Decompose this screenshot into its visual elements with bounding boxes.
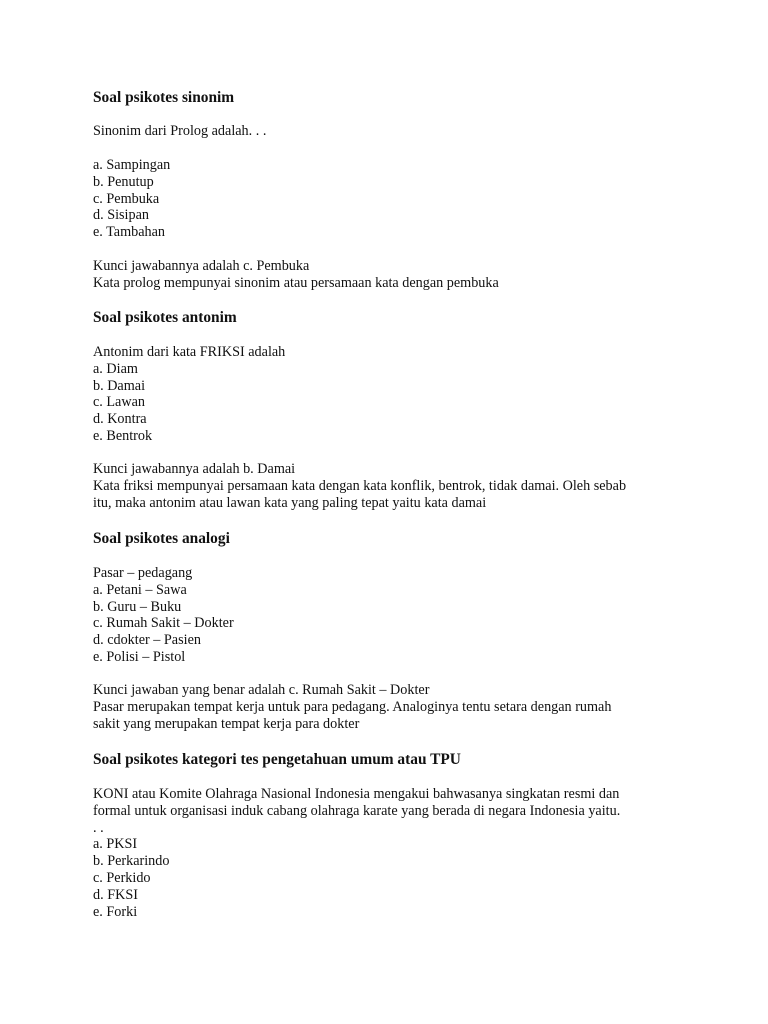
option-a: a. Sampingan xyxy=(93,157,171,173)
question-sinonim xyxy=(93,123,693,140)
option-e: e. Polisi – Pistol xyxy=(93,648,186,665)
question-text: Sinonim dari Prolog adalah. . . xyxy=(93,123,267,139)
section-heading-antonim: Soal psikotes antonim xyxy=(93,309,237,326)
option-e: e. Tambahan xyxy=(93,224,166,241)
option-e: e. Bentrok xyxy=(93,427,153,444)
options-sinonim xyxy=(93,157,693,241)
explanation-line-2: itu, maka antonim atau lawan kata yang paling tepat yaitu kata damai xyxy=(93,494,487,511)
question-text: Pasar – pedagang xyxy=(93,565,193,581)
answer-key: Kunci jawabannya adalah b. Damai xyxy=(93,461,296,477)
question-tpu xyxy=(93,786,693,920)
explanation-line-2: sakit yang merupakan tempat kerja para dokter xyxy=(93,715,360,732)
explanation: Kata prolog mempunyai sinonim atau persamaan kata dengan pembuka xyxy=(93,274,499,291)
answer-sinonim xyxy=(93,258,693,292)
option-d: d. Sisipan xyxy=(93,207,149,224)
answer-key: Kunci jawaban yang benar adalah c. Rumah Sakit – Dokter xyxy=(93,682,430,698)
option-d: d. FKSI xyxy=(93,886,138,903)
option-d: d. Kontra xyxy=(93,411,147,428)
option-c: c. Rumah Sakit – Dokter xyxy=(93,615,234,632)
option-b: b. Penutup xyxy=(93,173,154,190)
option-d: d. cdokter – Pasien xyxy=(93,632,201,649)
question-antonim xyxy=(93,344,693,445)
option-c: c. Pembuka xyxy=(93,190,160,207)
option-b: b. Guru – Buku xyxy=(93,598,182,615)
option-a: a. Petani – Sawa xyxy=(93,581,187,598)
explanation-line-1: Pasar merupakan tempat kerja untuk para pedagang. Analoginya tentu setara dengan rumah xyxy=(93,698,612,715)
section-heading-sinonim: Soal psikotes sinonim xyxy=(93,89,235,106)
answer-key: Kunci jawabannya adalah c. Pembuka xyxy=(93,258,310,274)
question-line-3: . . xyxy=(93,819,104,836)
question-text: Antonim dari kata FRIKSI adalah xyxy=(93,344,286,360)
question-line-1: KONI atau Komite Olahraga Nasional Indonesia mengakui bahwasanya singkatan resmi dan xyxy=(93,786,620,802)
section-heading-analogi: Soal psikotes analogi xyxy=(93,530,230,547)
question-analogi xyxy=(93,565,693,666)
option-a: a. Diam xyxy=(93,360,138,377)
explanation-line-1: Kata friksi mempunyai persamaan kata dengan kata konflik, bentrok, tidak damai. Oleh sebab xyxy=(93,477,627,494)
section-heading-tpu: Soal psikotes kategori tes pengetahuan umum atau TPU xyxy=(93,751,461,768)
option-b: b. Damai xyxy=(93,377,146,394)
option-e: e. Forki xyxy=(93,903,138,920)
option-c: c. Lawan xyxy=(93,394,145,411)
option-c: c. Perkido xyxy=(93,869,151,886)
option-b: b. Perkarindo xyxy=(93,853,170,870)
answer-antonim xyxy=(93,461,693,511)
question-line-2: formal untuk organisasi induk cabang olahraga karate yang berada di negara Indonesia yaitu. xyxy=(93,802,621,819)
option-a: a. PKSI xyxy=(93,836,138,853)
answer-analogi xyxy=(93,682,693,732)
